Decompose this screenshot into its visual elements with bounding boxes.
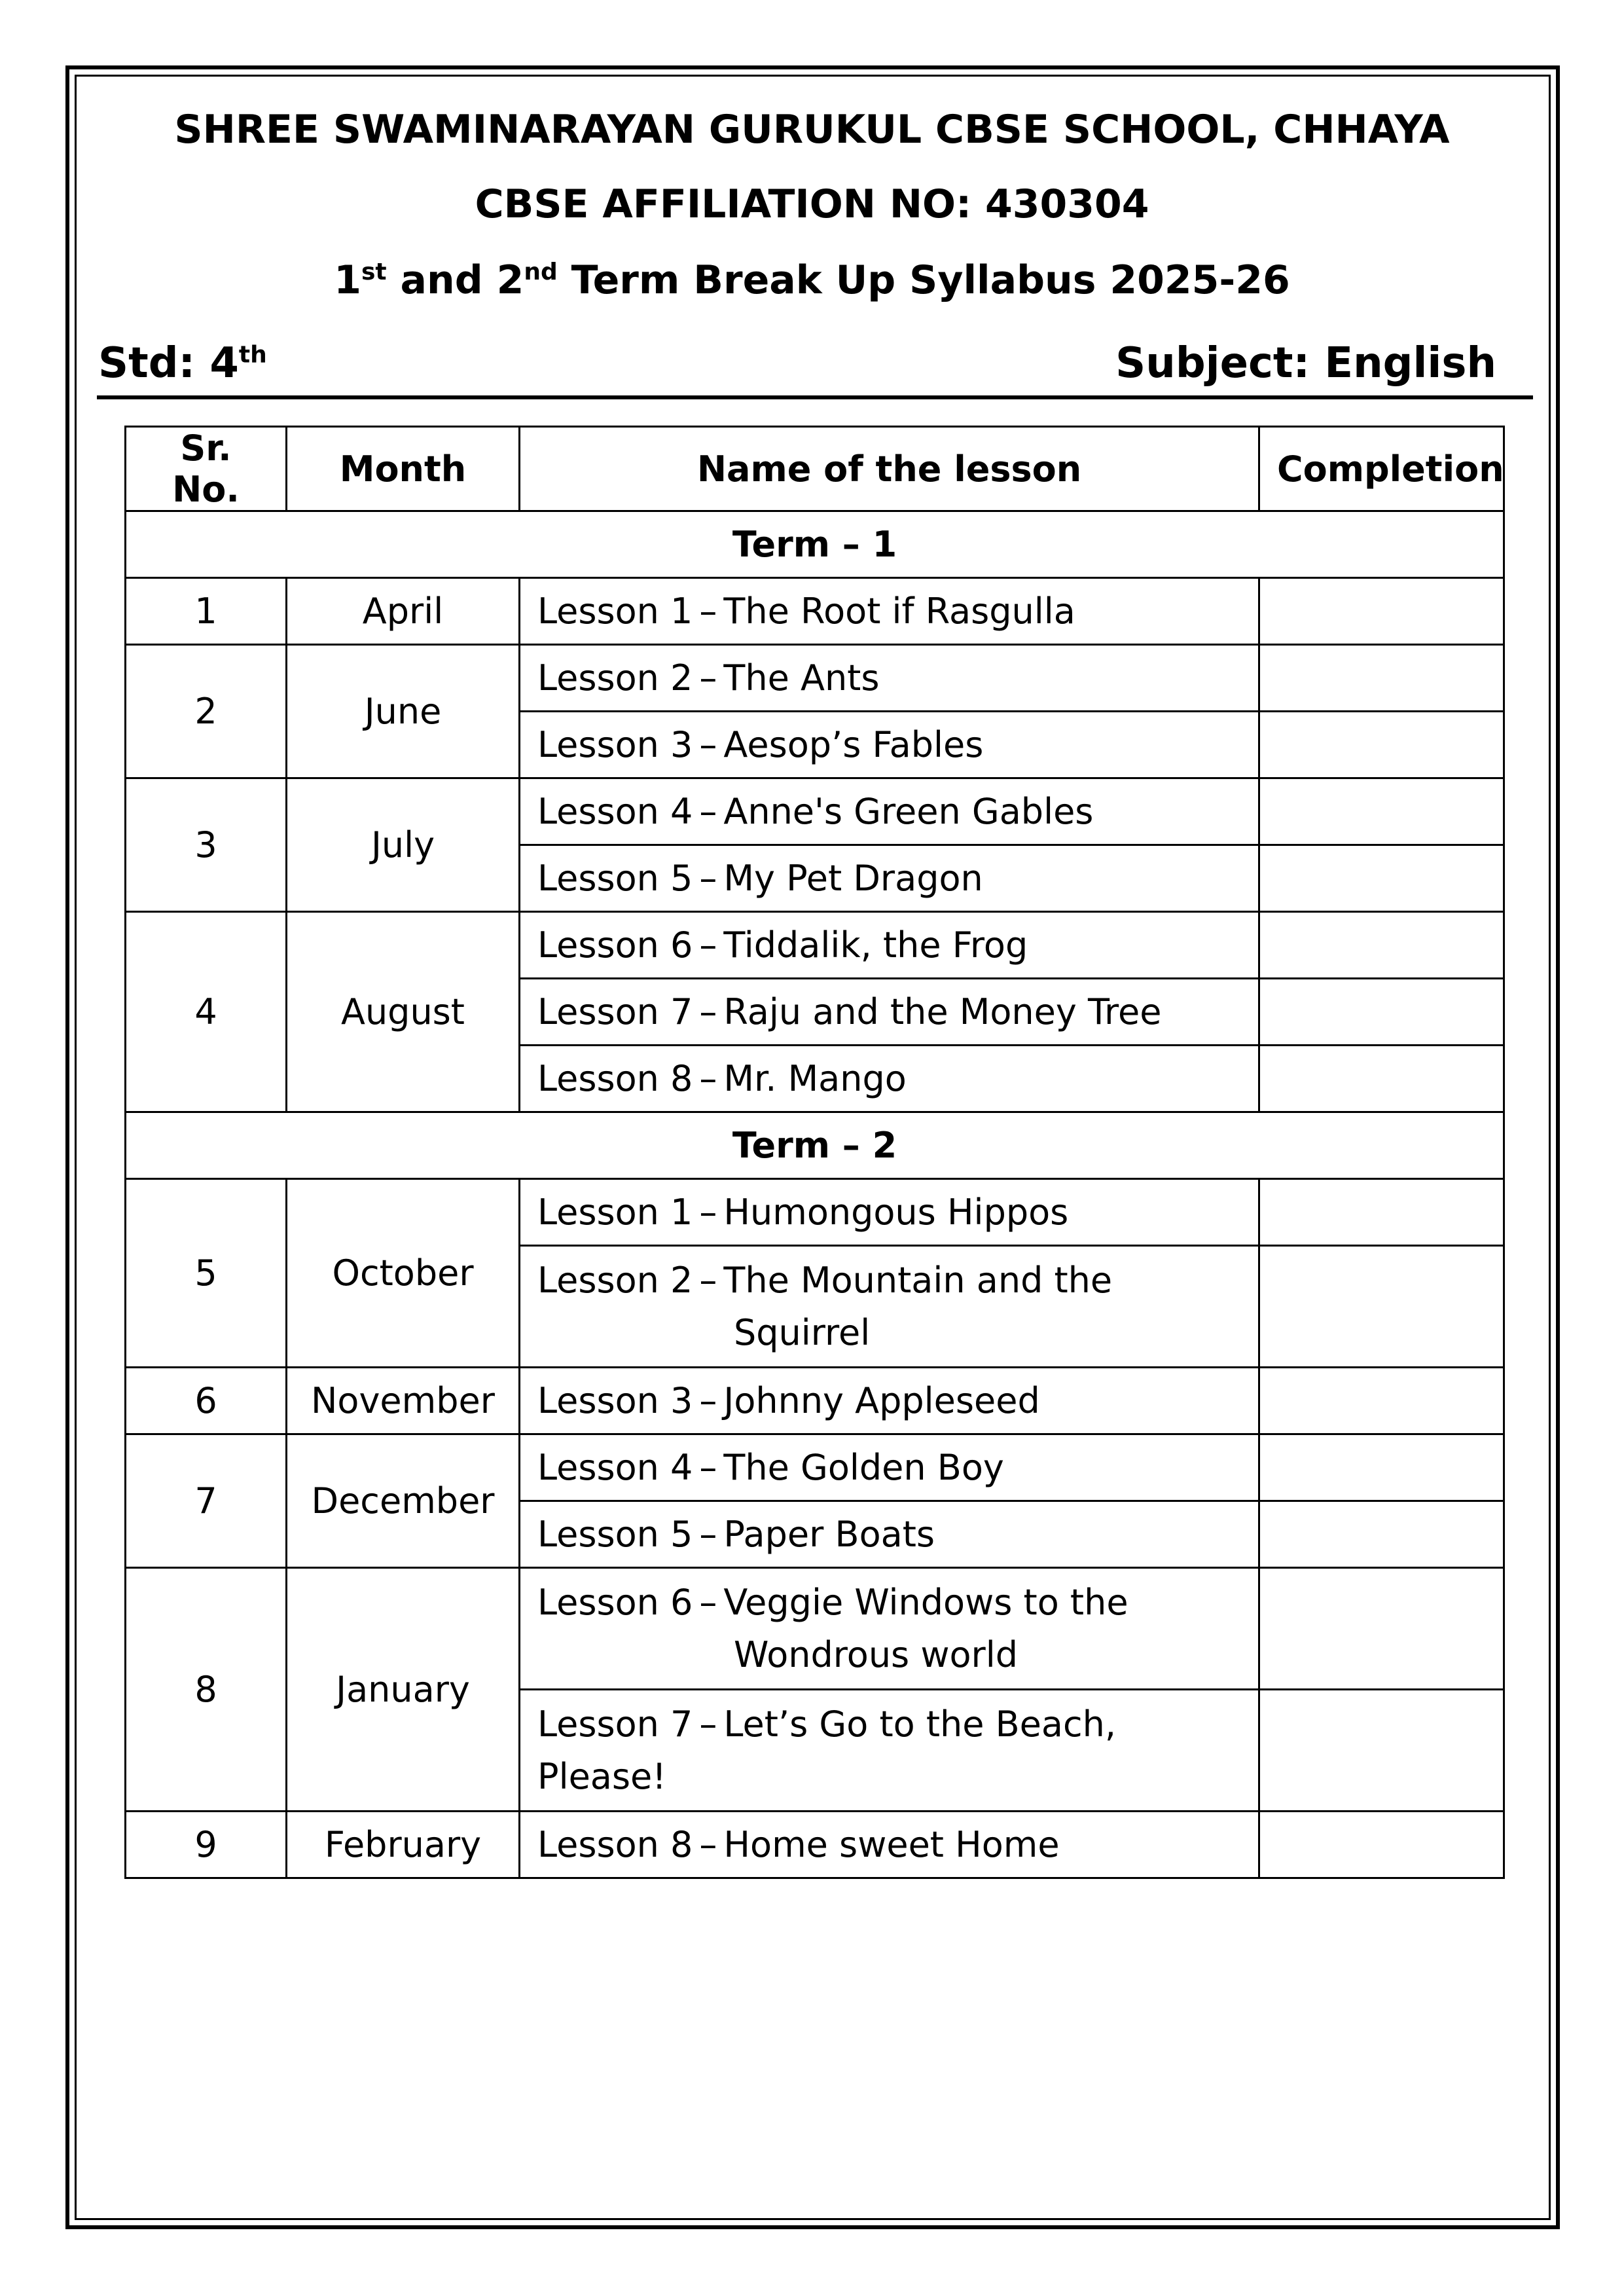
- std-label: Std: 4th: [98, 339, 267, 388]
- completion-cell: [1259, 1179, 1504, 1246]
- term-row: [126, 511, 1504, 578]
- lesson-cell: Lesson 8 – Mr. Mango: [520, 1046, 1259, 1112]
- month-cell: August: [287, 912, 520, 1112]
- lesson-cell: Lesson 2 – The Ants: [520, 645, 1259, 712]
- completion-cell: [1259, 645, 1504, 712]
- table-row: [126, 578, 1504, 645]
- completion-cell: [1259, 1501, 1504, 1568]
- completion-cell: [1259, 578, 1504, 645]
- completion-cell: [1259, 1568, 1504, 1690]
- lesson-cell: Lesson 1 – The Root if Rasgulla: [520, 578, 1259, 645]
- syllabus-title: 1st and 2nd Term Break Up Syllabus 2025-26: [334, 257, 1290, 303]
- lesson-cell: Lesson 5 – My Pet Dragon: [520, 845, 1259, 912]
- month-cell: April: [287, 578, 520, 645]
- lesson-cell: Lesson 4 – The Golden Boy: [520, 1434, 1259, 1501]
- sr-no-cell: 1: [126, 578, 287, 645]
- lesson-cell: Lesson 2 – The Mountain and the Squirrel: [520, 1246, 1259, 1368]
- term-2-label: Term – 2: [126, 1112, 1504, 1179]
- sr-no-cell: 3: [126, 778, 287, 912]
- lesson-cell: Lesson 4 – Anne's Green Gables: [520, 778, 1259, 845]
- header-completion: Completion: [1259, 427, 1504, 511]
- term-1-label: Term – 1: [126, 511, 1504, 578]
- month-cell: January: [287, 1568, 520, 1812]
- sr-no-cell: 4: [126, 912, 287, 1112]
- completion-cell: [1259, 1246, 1504, 1368]
- sr-no-cell: 7: [126, 1434, 287, 1568]
- completion-cell: [1259, 912, 1504, 979]
- lesson-cell: Lesson 8 – Home sweet Home: [520, 1812, 1259, 1878]
- table-header-row: [126, 427, 1504, 511]
- month-cell: November: [287, 1368, 520, 1434]
- month-cell: June: [287, 645, 520, 778]
- completion-cell: [1259, 712, 1504, 778]
- month-cell: February: [287, 1812, 520, 1878]
- lesson-cell: Lesson 1 – Humongous Hippos: [520, 1179, 1259, 1246]
- completion-cell: [1259, 1046, 1504, 1112]
- completion-cell: [1259, 1368, 1504, 1434]
- lesson-cell: Lesson 3 – Aesop’s Fables: [520, 712, 1259, 778]
- month-cell: December: [287, 1434, 520, 1568]
- table-row: [126, 1179, 1504, 1246]
- affiliation-number: CBSE AFFILIATION NO: 430304: [475, 181, 1149, 227]
- sr-no-cell: 9: [126, 1812, 287, 1878]
- sr-no-cell: 5: [126, 1179, 287, 1368]
- completion-cell: [1259, 845, 1504, 912]
- lesson-cell: Lesson 7 – Raju and the Money Tree: [520, 979, 1259, 1046]
- lesson-cell: Lesson 7 – Let’s Go to the Beach, Please!: [520, 1690, 1259, 1812]
- sr-no-cell: 6: [126, 1368, 287, 1434]
- table-row: [126, 1368, 1504, 1434]
- school-name: SHREE SWAMINARAYAN GURUKUL CBSE SCHOOL, CHHAYA: [174, 107, 1450, 153]
- table-row: [126, 1568, 1504, 1690]
- subject-label: Subject: English: [1115, 339, 1496, 388]
- table-row: [126, 1812, 1504, 1878]
- sr-no-cell: 2: [126, 645, 287, 778]
- syllabus-table: [124, 426, 1505, 1879]
- completion-cell: [1259, 1690, 1504, 1812]
- header-divider: [97, 395, 1533, 399]
- table-row: [126, 1434, 1504, 1501]
- completion-cell: [1259, 1812, 1504, 1878]
- lesson-cell: Lesson 3 – Johnny Appleseed: [520, 1368, 1259, 1434]
- month-cell: October: [287, 1179, 520, 1368]
- lesson-cell: Lesson 6 – Tiddalik, the Frog: [520, 912, 1259, 979]
- table-row: [126, 912, 1504, 979]
- lesson-cell: Lesson 6 – Veggie Windows to the Wondrous world: [520, 1568, 1259, 1690]
- header-sr-no: Sr. No.: [126, 427, 287, 511]
- lesson-cell: Lesson 5 – Paper Boats: [520, 1501, 1259, 1568]
- completion-cell: [1259, 979, 1504, 1046]
- month-cell: July: [287, 778, 520, 912]
- table-row: [126, 778, 1504, 845]
- sr-no-cell: 8: [126, 1568, 287, 1812]
- header-lesson-name: Name of the lesson: [520, 427, 1259, 511]
- completion-cell: [1259, 1434, 1504, 1501]
- header-month: Month: [287, 427, 520, 511]
- term-row: [126, 1112, 1504, 1179]
- completion-cell: [1259, 778, 1504, 845]
- table-row: [126, 645, 1504, 712]
